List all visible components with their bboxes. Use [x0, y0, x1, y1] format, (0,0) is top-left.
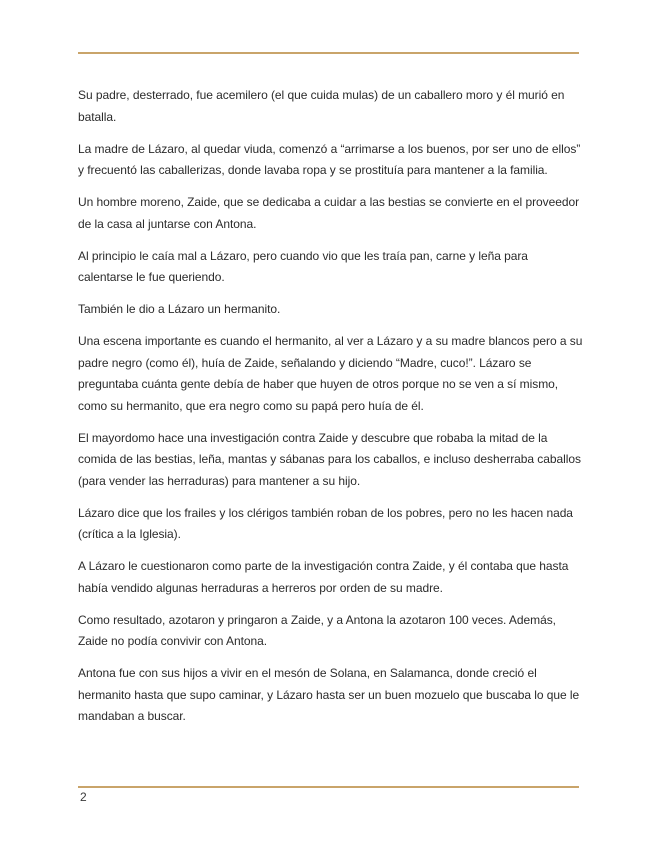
paragraph: Su padre, desterrado, fue acemilero (el que cuida mulas) de un caballero moro y él murió en batalla. [78, 88, 565, 124]
paragraph: Una escena importante es cuando el hermanito, al ver a Lázaro y a su madre blancos pero a su padre negro (como él), huía de Zaide, señalando y diciendo “Madre, cuco!”. Lázaro se preguntaba cuánta gente debía de haber que huyen de otros porque no se ven a sí mismo, como su hermanito, que era negro como su papá pero huía de él. [78, 334, 583, 413]
document-body [78, 85, 583, 738]
footer-rule [78, 786, 579, 788]
header-rule [78, 52, 579, 54]
paragraph: Un hombre moreno, Zaide, que se dedicaba a cuidar a las bestias se convierte en el proveedor de la casa al juntarse con Antona. [78, 195, 580, 231]
paragraph: Al principio le caía mal a Lázaro, pero cuando vio que les traía pan, carne y leña para calentarse le fue queriendo. [78, 248, 528, 284]
paragraph: También le dio a Lázaro un hermanito. [78, 302, 281, 316]
paragraph: Antona fue con sus hijos a vivir en el mesón de Solana, en Salamanca, donde creció el hermanito hasta que supo caminar, y Lázaro hasta ser un buen mozuelo que buscaba lo que le mandaban a buscar. [78, 666, 580, 723]
paragraph: Como resultado, azotaron y pringaron a Zaide, y a Antona la azotaron 100 veces. Además, Zaide no podía convivir con Antona. [78, 612, 556, 648]
paragraph: Lázaro dice que los frailes y los clérigos también roban de los pobres, pero no les hacen nada (crítica a la Iglesia). [78, 505, 573, 541]
paragraph: La madre de Lázaro, al quedar viuda, comenzó a “arrimarse a los buenos, por ser uno de ellos” y frecuentó las caballerizas, donde lavaba ropa y se prostituía para mantener a la familia. [78, 141, 581, 177]
page-number: 2 [80, 790, 87, 804]
paragraph: A Lázaro le cuestionaron como parte de la investigación contra Zaide, y él contaba que hasta había vendido algunas herraduras a herreros por orden de su madre. [78, 559, 569, 595]
paragraph: El mayordomo hace una investigación contra Zaide y descubre que robaba la mitad de la comida de las bestias, leña, mantas y sábanas para los caballos, e incluso desherraba caballos (para vender las herraduras) para mantener a su hijo. [78, 430, 581, 488]
